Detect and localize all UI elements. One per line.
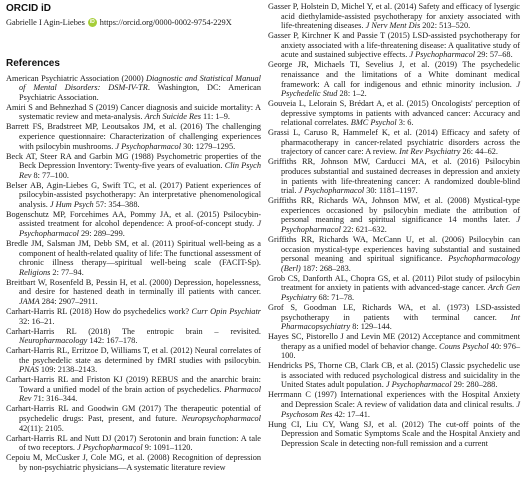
reference-entry [268, 361, 520, 390]
reference-journal: Int Rev Psychiatry [399, 147, 461, 157]
reference-volume-pages: . Washington, DC: American Psychiatric Association. [19, 83, 261, 102]
reference-journal: Religions [19, 267, 51, 277]
reference-text: Carhart-Harris RL and Goodwin GM (2017) The therapeutic potential of psychedelic drugs: Past, present, and future. [6, 404, 261, 424]
reference-entry [6, 404, 261, 433]
reference-volume-pages: 71: 316–344. [31, 394, 78, 404]
reference-volume-pages: 68: 71–78. [316, 292, 355, 302]
orcid-link[interactable]: https://orcid.org/0000-0002-9754-229X [99, 18, 232, 27]
reference-volume-pages: 8: 77–100. [31, 170, 70, 180]
reference-entry [6, 278, 261, 307]
reference-entry [6, 375, 261, 404]
reference-text: Griffiths RR, Richards WA, Johnson MW, et al. (2008) Mystical-type experiences occasioned by psilocybin mediate the attribution of personal meaning and spiritual significance 14 months later. [268, 196, 520, 225]
reference-volume-pages: 30: 1279–1295. [181, 141, 236, 151]
reference-volume-pages: 42: 17–41. [332, 409, 370, 419]
reference-text: Herrmann C (1997) International experiences with the Hospital Anxiety and Depression Scale: A review of validation data and clinical results. [268, 390, 520, 410]
reference-journal: J Psychopharmacol [409, 50, 476, 60]
reference-journal: Arch Suicide Res [144, 112, 201, 122]
reference-text: Hendricks PS, Thorne CB, Clark CB, et al. (2015) Classic psychedelic use is associated with reduced psychological distress and suicidality in the United States adult population. [268, 361, 520, 390]
reference-volume-pages: 29: 280–288. [451, 380, 498, 390]
reference-journal: J Hum Psych [49, 199, 94, 209]
reference-entry [6, 152, 261, 181]
reference-entry [268, 128, 520, 157]
reference-entry [6, 122, 261, 151]
reference-text: Carhart-Harris RL and Friston KJ (2019) REBUS and the anarchic brain: Toward a unified model of the brain action of psychedelics. [6, 375, 261, 394]
reference-journal: J Psychopharmacol [385, 380, 452, 390]
reference-entry [6, 239, 261, 277]
reference-volume-pages: 8: 129–144. [350, 322, 392, 332]
right-column [268, 2, 520, 449]
reference-entry [6, 307, 261, 326]
reference-journal: J Psychopharmacol [115, 141, 182, 151]
reference-text: Bogenschutz MP, Forcehimes AA, Pommy JA, et al. (2015) Psilocybin-assisted treatment for alcohol dependence: A proof-of-concept study. [6, 209, 261, 229]
reference-entry [268, 303, 520, 332]
reference-text: Gasser P, Kirchner K and Passie T (2015) LSD-assisted psychotherapy for anxiety associated with a life-threatening disease: A qualitative study of acute and sustained subjective effects. [268, 31, 520, 60]
reference-volume-pages: 32: 16–21. [19, 316, 55, 326]
reference-text: Carhart-Harris RL and Nutt DJ (2017) Serotonin and brain function: A tale of two receptors. [6, 433, 261, 453]
reference-volume-pages: 187: 268–283. [300, 263, 351, 273]
references-heading: References [6, 57, 60, 69]
reference-journal: J Nerv Ment Dis [365, 21, 421, 31]
reference-text: American Psychiatric Association (2000) [6, 73, 146, 83]
reference-volume-pages: 26: 44–62. [460, 147, 498, 157]
reference-text: Gasser P, Holstein D, Michel Y, et al. (2014) Safety and efficacy of lysergic acid diethylamide-assisted psychotherapy for anxiety associated with life-threatening diseases. [268, 2, 520, 31]
reference-volume-pages: 9: 1091–1120. [142, 443, 193, 453]
reference-entry [268, 390, 520, 419]
reference-text: Grassi L, Caruso R, Hammelef K, et al. (2014) Efficacy and safety of pharmacotherapy in cancer-related psychiatric disorders across the trajectory of cancer care: A review. [268, 128, 520, 157]
reference-volume-pages: 284: 2907–2911. [39, 296, 98, 306]
reference-entry [268, 31, 520, 60]
reference-entry [268, 157, 520, 195]
reference-journal: PNAS [19, 365, 39, 375]
reference-volume-pages: 42(11): 2105. [19, 423, 64, 433]
reference-entry [268, 60, 520, 98]
reference-entry [268, 332, 520, 361]
reference-entry [6, 327, 261, 346]
reference-entry [268, 99, 520, 128]
reference-journal: J Psychedelic Stud [281, 79, 520, 99]
reference-entry [268, 2, 520, 31]
orcid-heading: ORCID iD [6, 3, 51, 14]
reference-text: Hung CI, Liu CY, Wang SJ, et al. (2012) The cut-off points of the Depression and Somatic Symptoms Scale and the Hospital Anxiety and Depression Scale in detecting non-full remission and a current [268, 419, 520, 448]
orcid-author: Gabrielle I Agin-Liebes [6, 18, 85, 27]
reference-volume-pages: 142: 167–178. [87, 336, 138, 346]
reference-entry [6, 181, 261, 210]
reference-journal: Couns Psychol [439, 341, 489, 351]
reference-journal: Int Pharmacopsychiatry [281, 312, 520, 332]
reference-text: Hayes SC, Pistorello J and Levin ME (2012) Acceptance and commitment therapy as a unified model of behavior change. [268, 332, 520, 351]
reference-volume-pages: 29: 289–299. [78, 229, 125, 239]
orcid-icon[interactable]: iD [89, 19, 95, 26]
reference-volume-pages: 3: 6. [396, 118, 414, 128]
reference-text: Carhart-Harris RL (2018) The entropic brain – revisited. [6, 326, 261, 336]
reference-entry [268, 274, 520, 303]
reference-entry [6, 346, 261, 375]
reference-entry [6, 434, 261, 453]
reference-text: Griffiths RR, Johnson MW, Carducci MA, et al. (2016) Psilocybin produces substantial and sustained decreases in depression and anxiety in patients with life-threatening cancer: A randomized double-blind trial. [268, 157, 520, 196]
reference-journal: Psychopharmacology (Berl) [281, 254, 520, 273]
reference-journal: BMC Psychol [350, 118, 397, 128]
reference-entry [268, 196, 520, 234]
reference-volume-pages: 202: 513–520. [420, 21, 471, 31]
reference-journal: Clin Psych Rev [19, 161, 261, 180]
reference-journal: Pharmacol Rev [19, 384, 261, 404]
reference-entry [6, 210, 261, 239]
reference-text: Barrett FS, Bradstreet MP, Leoutsakos JM, et al. (2016) The challenging experience questionnaire: Characterization of challenging experiences with psilocybin mushrooms. [6, 122, 261, 151]
reference-text: Bredle JM, Salsman JM, Debb SM, et al. (2011) Spiritual well-being as a component of health-related quality of life: The functional assessment of chronic illness therapy—spiritual well-being scale (FACIT-Sp). [6, 239, 261, 268]
reference-volume-pages: 2: 77–94. [50, 267, 84, 277]
reference-journal: Neuropsychopharmacol [181, 414, 261, 424]
reference-list-left [6, 74, 261, 473]
reference-text: Gouveia L, Lelorain S, Brédart A, et al. (2015) Oncologists' perception of depressive symptoms in patients with advanced cancer: Accuracy and relational correlates. [268, 99, 520, 128]
reference-journal: Neuropharmacology [19, 336, 88, 346]
reference-text: Griffiths RR, Richards WA, McCann U, et al. (2006) Psilocybin can occasion mystical-type experiences having substantial and sustained personal meaning and spiritual significance. [268, 234, 520, 264]
orcid-line [6, 18, 261, 28]
reference-volume-pages: 57: 354–388. [93, 199, 140, 209]
left-column [6, 3, 261, 473]
reference-text: Amiri S and Behnezhad S (2019) Cancer diagnosis and suicide mortality: A systematic review and meta-analysis. [6, 102, 261, 122]
reference-journal: Diagnostic and Statistical Manual of Mental Disorders: DSM-IV-TR [19, 73, 261, 93]
reference-entry [6, 74, 261, 103]
reference-volume-pages: 40: 976–100. [281, 341, 520, 361]
reference-journal: Curr Opin Psychiatr [191, 306, 261, 316]
reference-entry [268, 235, 520, 273]
reference-journal: JAMA [19, 296, 40, 306]
reference-volume-pages: 11: 1–9. [200, 112, 230, 122]
reference-text: Carhart-Harris RL, Erritzoe D, Williams T, et al. (2012) Neural correlates of the psychedelic state as determined by fMRI studies with psilocybin. [6, 346, 261, 365]
reference-text: Grof S, Goodman LE, Richards WA, et al. (1973) LSD-assisted psychotherapy in patients with terminal cancer. [268, 302, 520, 322]
reference-entry [268, 420, 520, 449]
reference-entry [6, 453, 261, 472]
reference-journal: J Psychopharmacol [281, 215, 520, 234]
reference-entry [6, 103, 261, 122]
reference-journal: J Psychopharmacol [19, 219, 261, 239]
reference-volume-pages: 109: 2138–2143. [38, 365, 98, 375]
reference-list-right [268, 2, 520, 448]
reference-text: Breitbart W, Rosenfeld B, Pessin H, et al. (2000) Depression, hopelessness, and desire for hastened death in terminally ill patients with cancer. [6, 277, 261, 297]
reference-volume-pages: 28: 1–2. [337, 89, 367, 99]
reference-volume-pages: 29: 57–68. [475, 50, 513, 60]
reference-journal: Arch Gen Psychiatry [281, 283, 521, 302]
reference-volume-pages: 22: 621–632. [340, 225, 387, 234]
reference-text: Cepoiu M, McCusker J, Cole MG, et al. (2008) Recognition of depression by non-psychiatric physicians—A systematic literature review [6, 453, 261, 472]
reference-text: Grob CS, Danforth AL, Chopra GS, et al. (2011) Pilot study of psilocybin treatment for anxiety in patients with advanced-stage cancer. [268, 273, 520, 293]
reference-volume-pages: 30: 1181–1197. [364, 186, 418, 196]
reference-journal: J Psychopharmacol [77, 443, 143, 453]
reference-text: Belser AB, Agin-Liebes G, Swift TC, et al. (2017) Patient experiences of psilocybin-assisted psychotherapy: An interpretative phenomenological analysis. [6, 180, 261, 209]
reference-journal: J Psychosom Res [281, 400, 520, 419]
reference-text: Beck AT, Steer RA and Garbin MG (1988) Psychometric properties of the Beck Depression Inventory: Twenty-five years of evaluation. [6, 151, 261, 171]
reference-text: George JR, Michaels TI, Sevelius J, et al. (2019) The psychedelic renaissance and the limitations of a White dominant medical framework: A call for indigenous and ethnic minority inclusion. [268, 60, 520, 89]
reference-text: Carhart-Harris RL (2018) How do psychedelics work? [6, 306, 192, 316]
reference-journal: J Psychopharmacol [298, 186, 365, 196]
